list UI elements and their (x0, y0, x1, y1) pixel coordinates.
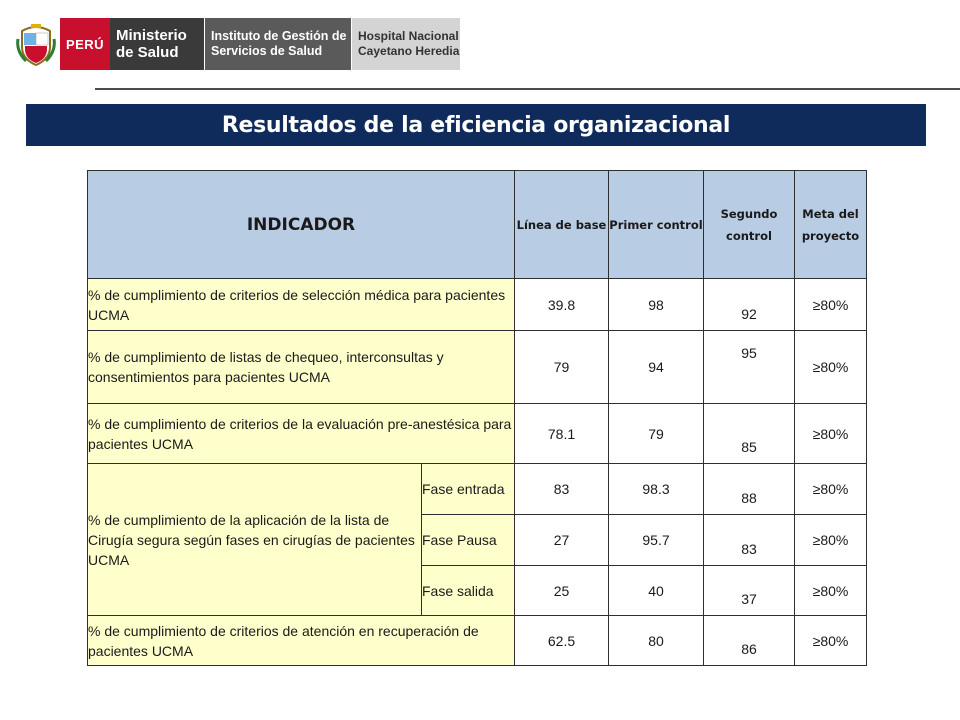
ministry-line2: de Salud (116, 44, 179, 61)
peru-coat-of-arms-icon (12, 18, 60, 70)
goal-cell: ≥80% (795, 464, 867, 515)
goal-cell: ≥80% (795, 616, 867, 666)
baseline-cell: 62.5 (515, 616, 609, 666)
first-control-cell: 79 (609, 404, 704, 464)
table-row (88, 464, 867, 515)
goal-cell: ≥80% (795, 515, 867, 566)
goal-cell: ≥80% (795, 566, 867, 616)
institute-line1: Instituto de Gestión de (211, 29, 347, 43)
first-control-cell: 40 (609, 566, 704, 616)
title-bar (26, 104, 926, 146)
phase-cell: Fase salida (422, 566, 515, 616)
indicator-cell: % de cumplimiento de criterios de atención en recuperación de pacientes UCMA (88, 616, 515, 666)
table-row (88, 331, 867, 404)
ministry-line1: Ministerio (116, 27, 187, 44)
second-control-cell: 85 (704, 404, 795, 464)
phase-cell: Fase Pausa (422, 515, 515, 566)
first-control-cell: 98 (609, 279, 704, 331)
header-baseline: Línea de base (515, 171, 609, 279)
institution-logo-strip (12, 18, 460, 70)
peru-label: PERÚ (60, 18, 110, 70)
first-control-cell: 98.3 (609, 464, 704, 515)
baseline-cell: 27 (515, 515, 609, 566)
institute-logo (204, 18, 351, 70)
baseline-cell: 78.1 (515, 404, 609, 464)
second-control-cell: 86 (704, 616, 795, 666)
indicator-cell: % de cumplimiento de criterios de selección médica para pacientes UCMA (88, 279, 515, 331)
goal-cell: ≥80% (795, 279, 867, 331)
goal-cell: ≥80% (795, 331, 867, 404)
table-row (88, 404, 867, 464)
first-control-cell: 95.7 (609, 515, 704, 566)
second-control-cell: 83 (704, 515, 795, 566)
second-control-cell: 95 (704, 331, 795, 404)
table-row (88, 616, 867, 666)
baseline-cell: 25 (515, 566, 609, 616)
page-title: Resultados de la eficiencia organizacional (221, 112, 731, 138)
table-header-row (88, 171, 867, 279)
hospital-line2: Cayetano Heredia (358, 44, 460, 58)
second-control-cell: 92 (704, 279, 795, 331)
indicator-cell: % de cumplimiento de criterios de la evaluación pre-anestésica para pacientes UCMA (88, 404, 515, 464)
institute-line2: Servicios de Salud (211, 44, 323, 58)
baseline-cell: 83 (515, 464, 609, 515)
goal-cell: ≥80% (795, 404, 867, 464)
header-goal: Meta del proyecto (795, 171, 867, 279)
indicator-cell: % de cumplimiento de listas de chequeo, interconsultas y consentimientos para pacientes UCMA (88, 331, 515, 404)
header-divider (95, 88, 960, 90)
header-second-control: Segundo control (704, 171, 795, 279)
hospital-line1: Hospital Nacional (358, 29, 459, 43)
second-control-cell: 37 (704, 566, 795, 616)
second-control-cell: 88 (704, 464, 795, 515)
hospital-logo (351, 18, 460, 70)
baseline-cell: 79 (515, 331, 609, 404)
first-control-cell: 80 (609, 616, 704, 666)
indicator-cell: % de cumplimiento de la aplicación de la lista de Cirugía segura según fases en cirugías de pacientes UCMA (88, 464, 422, 616)
table-row (88, 279, 867, 331)
results-table (87, 170, 867, 666)
first-control-cell: 94 (609, 331, 704, 404)
ministry-logo (110, 18, 204, 70)
baseline-cell: 39.8 (515, 279, 609, 331)
header-first-control: Primer control (609, 171, 704, 279)
phase-cell: Fase entrada (422, 464, 515, 515)
header-indicator: INDICADOR (88, 171, 515, 279)
